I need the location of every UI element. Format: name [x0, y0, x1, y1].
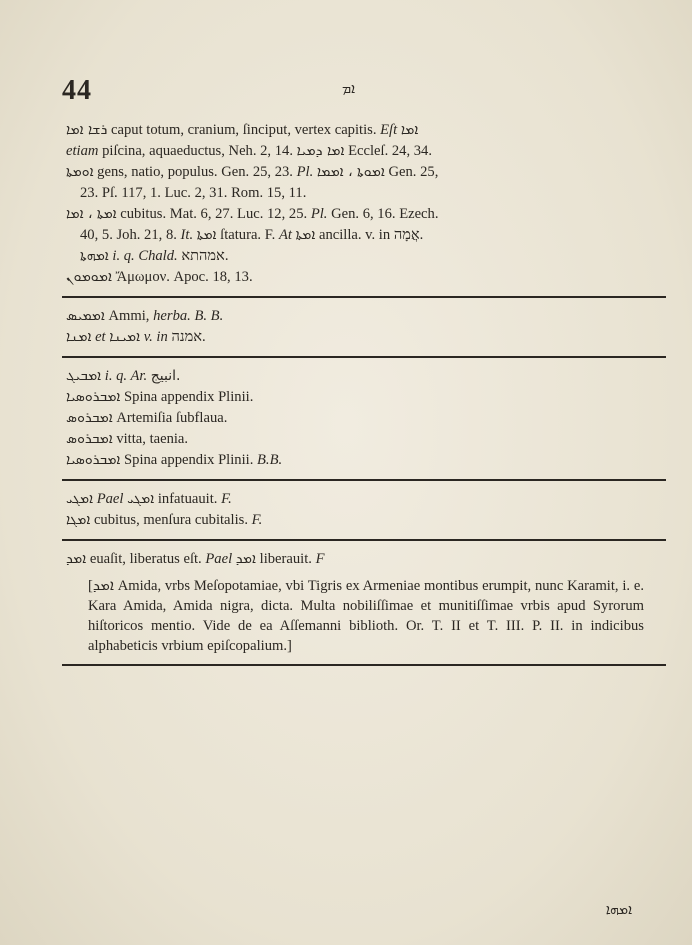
entry-line: ܐܡܓܐ cubitus, menſura cubitalis. F. — [66, 512, 263, 528]
page-header — [62, 75, 642, 115]
section-divider — [62, 356, 666, 358]
entry-line: ܐܡܕ euaſit, liberatus eſt. Pael ܐܡܕ liberauit. F — [66, 551, 325, 567]
entry-line: 40, 5. Joh. 21, 8. It. ܐܡܬܐ ſtatura. F. At ܐܡܬܐ ancilla. v. in אֲמָה. — [80, 227, 424, 243]
section-divider — [62, 479, 666, 481]
amida-paragraph: [ܐܡܕ Amida, vrbs Meſopotamiae, vbi Tigris ex Armeniae montibus erumpit, nunc Karamit, i. e. Kara Amida, Amida nigra, dicta. Multa nobiliſſimae et munitiſſimae vrbis apud Syrorum hiſtoricos mentio. Vide de ea Aſſemanni biblioth. Or. T. II et T. III. P. II. in indicibus alphabeticis vrbium epiſcopalium.] — [88, 578, 644, 654]
section-divider — [62, 539, 666, 541]
entry-line: ܐܘܡܬܐ gens, natio, populus. Gen. 25, 23. Pl. ܐܡܘܬܐ ، ܐܡܡܐ Gen. 25, — [66, 164, 439, 180]
entry-line: etiam piſcina, aquaeductus, Neh. 2, 14. ܐܡܐ ܕܡܝܐ Eccleſ. 24, 34. — [66, 143, 432, 159]
entry-line: ܐܡܢܐ et ܐܡܝܢܐ v. in אמנה. — [66, 329, 206, 345]
entry-line: ܐܡܒܪܘܣܝܐ Spina appendix Plinii. — [66, 389, 254, 405]
entry-line: ܐܡܘܡܘܢ Ἄμωμον. Apoc. 18, 13. — [66, 269, 253, 285]
running-head: ܐܡ — [342, 81, 356, 97]
catchword: ܐܡܗܐ — [605, 902, 632, 918]
entry-line: ܐܡܡܝܣ Ammi, herba. B. B. — [66, 308, 224, 324]
entry-line: ܐܡܗܬܐ i. q. Chald. אמהתא. — [80, 248, 229, 264]
entry-line: ܐܡܒܪܘܣܝܐ Spina appendix Plinii. B.B. — [66, 452, 283, 468]
section-divider — [62, 296, 666, 298]
page-number: 44 — [62, 75, 92, 106]
entry-line: ܐܡܒܝܓ i. q. Ar. انبيج. — [66, 368, 181, 384]
section-divider — [62, 664, 666, 666]
entry-line: ܐܡܓܝ Pael ܐܡܓܝ infatuauit. F. — [66, 491, 232, 507]
entry-line: 23. Pſ. 117, 1. Luc. 2, 31. Rom. 15, 11. — [80, 185, 307, 201]
entry-line: ܪܫܐ ܐܡܐ caput totum, cranium, ſinciput, vertex capitis. Eſt ܐܡܐ — [66, 122, 419, 138]
entry-line: ܐܡܬܐ ، ܐܡܐ cubitus. Mat. 6, 27. Luc. 12, 25. Pl. Gen. 6, 16. Ezech. — [66, 206, 439, 222]
dictionary-content — [66, 120, 666, 674]
entry-line: ܐܡܒܪܘܣ Artemiſia ſubflaua. — [66, 410, 228, 426]
entry-line: ܐܡܒܪܘܣ vitta, taenia. — [66, 431, 189, 447]
